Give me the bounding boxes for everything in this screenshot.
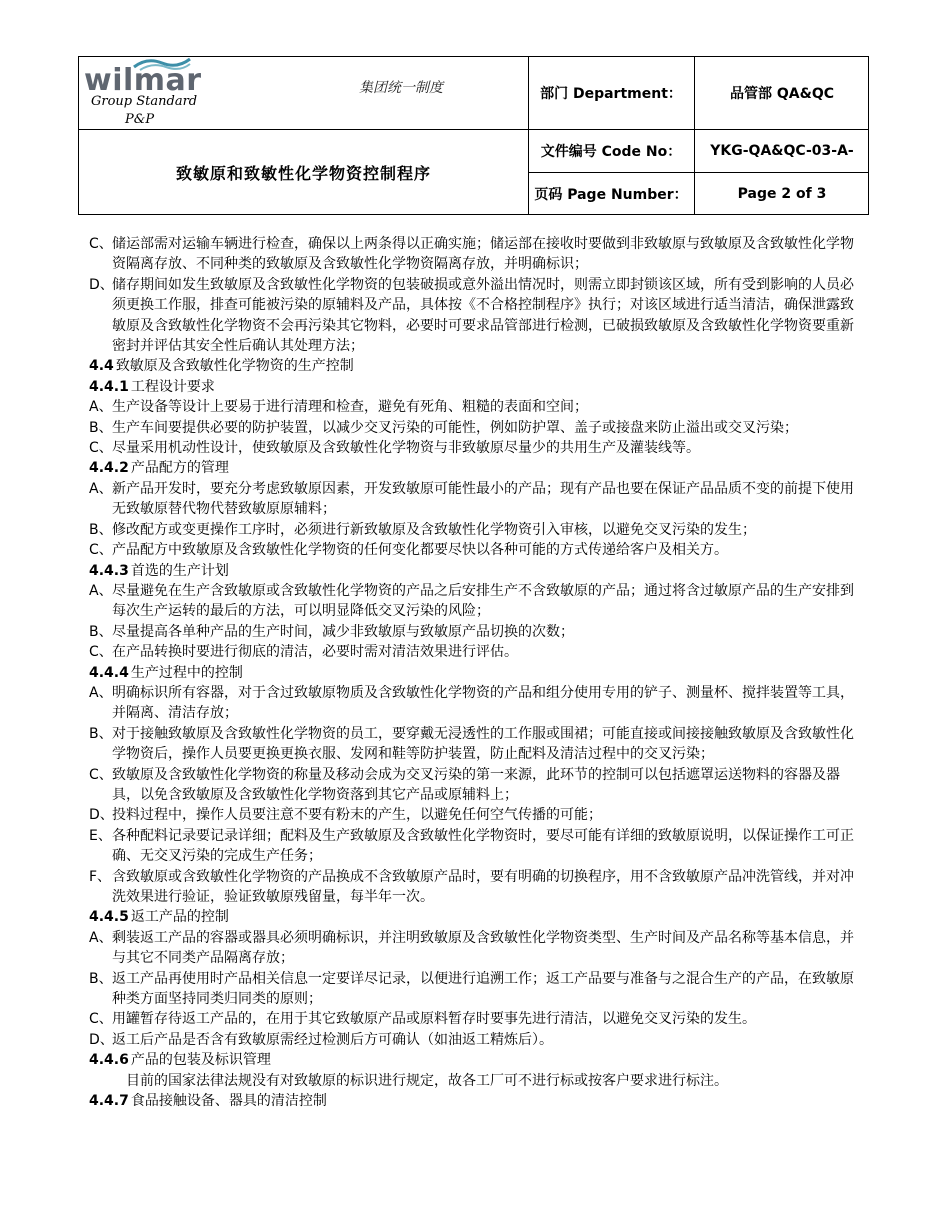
document-body (89, 234, 859, 1111)
section-title: 食品接触设备、器具的清洁控制 (130, 1093, 327, 1110)
header-divider (694, 57, 695, 214)
list-marker: A、 (89, 582, 113, 599)
header-divider (528, 57, 529, 214)
list-item (89, 805, 859, 825)
section-heading (89, 907, 859, 927)
list-item (89, 1030, 859, 1050)
list-marker: B、 (89, 725, 113, 742)
section-title: 生产过程中的控制 (130, 664, 243, 681)
group-standard-label: Group Standard (91, 94, 198, 109)
list-item (89, 622, 859, 642)
section-heading (89, 377, 859, 397)
list-marker: F、 (89, 868, 112, 885)
list-item (89, 438, 859, 458)
list-item-text: 产品配方中致敏原及含致敏性化学物资的任何变化都要尽快以各种可能的方式传递给客户及相关方。 (112, 542, 728, 559)
section-title: 产品配方的管理 (130, 460, 229, 477)
list-item (89, 479, 859, 520)
list-item-text: 储存期间如发生致敏原及含致敏性化学物资的包装破损或意外溢出情况时，则需立即封锁该区域，所有受到影响的人员必须更换工作服，排查可能被污染的原辅料及产品，具体按《不合格控制程序》执行；对该区域进行适当清洁，确保泄露致敏原及含致敏性化学物资不会再污染其它物料，必要时可要求品管部进行检测，已破损致敏原及含致敏性化学物资要重新密封并评估其安全性后确认其处理方法； (112, 276, 854, 355)
section-title: 工程设计要求 (130, 378, 215, 395)
document-header (78, 56, 869, 215)
list-marker: A、 (89, 929, 113, 946)
list-item (89, 724, 859, 765)
section-title: 首选的生产计划 (130, 562, 229, 579)
list-item-text: 尽量避免在生产含致敏原或含致敏性化学物资的产品之后安排生产不含致敏原的产品；通过将含过敏原产品的生产安排到每次生产运转的最后的方法，可以明显降低交叉污染的风险； (112, 582, 854, 620)
list-item-text: 生产设备等设计上要易于进行清理和检查，避免有死角、粗糙的表面和空间； (112, 399, 588, 416)
list-marker: D、 (89, 1031, 114, 1048)
list-marker: D、 (89, 807, 114, 824)
section-number: 4.4 (89, 358, 114, 375)
section-heading (89, 663, 859, 683)
paragraph: 目前的国家法律法规没有对致敏原的标识进行规定，故各工厂可不进行标或按客户要求进行标注。 (126, 1072, 728, 1089)
list-item (89, 581, 859, 622)
logo-area (79, 57, 528, 129)
list-marker: C、 (89, 1011, 113, 1028)
code-value: YKG-QA&QC-03-A- (710, 142, 854, 159)
list-marker: C、 (89, 766, 113, 783)
list-item-text: 尽量提高各单种产品的生产时间，减少非致敏原与致敏原产品切换的次数； (112, 623, 574, 640)
unified-system-label: 集团统一制度 (359, 80, 443, 96)
list-item-text: 生产车间要提供必要的防护装置，以减少交叉污染的可能性，例如防护罩、盖子或接盘来防止溢出或交叉污染； (112, 419, 798, 436)
section-number: 4.4.4 (89, 664, 129, 681)
list-item-text: 返工后产品是否含有致敏原需经过检测后方可确认（如油返工精炼后）。 (112, 1031, 553, 1048)
header-divider (528, 172, 868, 173)
list-item-text: 在产品转换时要进行彻底的清洁，必要时需对清洁效果进行评估。 (112, 644, 518, 661)
list-marker: E、 (89, 827, 112, 844)
section-number: 4.4.7 (89, 1093, 129, 1110)
list-marker: B、 (89, 419, 113, 436)
section-title: 致敏原及含致敏性化学物资的生产控制 (115, 358, 354, 375)
list-item-text: 对于接触致敏原及含致敏性化学物资的员工，要穿戴无浸透性的工作服或围裙；可能直接或间接接触致敏原及含致敏性化学物资后，操作人员要更换更换衣服、发网和鞋等防护装置，防止配料及清洁过程中的交叉污染； (112, 725, 854, 763)
list-marker: B、 (89, 623, 113, 640)
list-item-text: 返工产品再使用时产品相关信息一定要详尽记录，以便进行追溯工作；返工产品要与准备与之混合生产的产品，在致敏原种类方面坚持同类归同类的原则； (112, 970, 854, 1008)
list-item (89, 540, 859, 560)
list-marker: C、 (89, 236, 113, 252)
list-item-text: 储运部需对运输车辆进行检查，确保以上两条得以正确实施；储运部在接收时要做到非致敏原与致敏原及含致敏性化学物资隔离存放、不同种类的致敏原及含致敏性化学物资隔离存放，并明确标识； (112, 236, 854, 273)
list-item-text: 尽量采用机动性设计，使致敏原及含致敏性化学物资与非致敏原尽量少的共用生产及灌装线等。 (112, 440, 700, 457)
list-item (89, 928, 859, 969)
list-marker: C、 (89, 644, 113, 661)
department-value: 品管部 QA&QC (730, 86, 834, 102)
list-marker: B、 (89, 970, 113, 987)
list-item-text: 修改配方或变更操作工序时，必须进行新致敏原及含致敏性化学物资引入审核，以避免交叉污染的发生； (112, 521, 756, 538)
list-item-text: 致敏原及含致敏性化学物资的称量及移动会成为交叉污染的第一来源，此环节的控制可以包括遮罩运送物料的容器及器具，以免含致敏原及含致敏性化学物资落到其它产品或原辅料上； (112, 766, 840, 803)
list-item (89, 418, 859, 438)
list-item (89, 397, 859, 417)
section-heading (89, 356, 859, 376)
section-title: 返工产品的控制 (130, 909, 229, 926)
list-marker: A、 (89, 684, 113, 701)
list-item (89, 520, 859, 540)
list-marker: A、 (89, 480, 113, 497)
document-title: 致敏原和致敏性化学物资控制程序 (175, 164, 431, 183)
section-heading (89, 458, 859, 478)
list-marker: C、 (89, 542, 113, 559)
list-item-text: 剩装返工产品的容器或器具必须明确标识，并注明致敏原及含致敏性化学物资类型、生产时间及产品名称等基本信息，并与其它不同类产品隔离存放； (112, 929, 854, 967)
section-heading (89, 1050, 859, 1070)
section-title: 产品的包装及标识管理 (130, 1052, 271, 1069)
list-item-text: 用罐暂存待返工产品的，在用于其它致敏原产品或原料暂存时要事先进行清洁，以避免交叉污染的发生。 (112, 1011, 756, 1028)
list-item-text: 明确标识所有容器，对于含过致敏原物质及含致敏性化学物资的产品和组分使用专用的铲子、测量杯、搅拌装置等工具，并隔离、清洁存放； (112, 684, 854, 722)
list-item (89, 1009, 859, 1029)
list-marker: D、 (89, 276, 114, 293)
list-marker: B、 (89, 521, 113, 538)
list-marker: A、 (89, 399, 113, 416)
section-number: 4.4.1 (89, 378, 129, 395)
company-logo: wilmar (84, 63, 202, 98)
list-item-text: 各种配料记录要记录详细；配料及生产致敏原及含致敏性化学物资时，要尽可能有详细的致敏原说明，以保证操作工可正确、无交叉污染的完成生产任务； (112, 827, 854, 865)
list-item (89, 765, 859, 806)
list-item-text: 含致敏原或含致敏性化学物资的产品换成不含致敏原产品时，要有明确的切换程序，用不含致敏原产品冲洗管线，并对冲洗效果进行验证，验证致敏原残留量，每半年一次。 (112, 868, 854, 905)
list-item (89, 275, 859, 357)
pp-label: P&P (125, 112, 155, 127)
page-number-label: 页码 Page Number： (534, 187, 688, 203)
code-label: 文件编号 Code No： (540, 143, 682, 160)
section-heading (89, 561, 859, 581)
list-item (89, 826, 859, 867)
section-number: 4.4.3 (89, 562, 129, 579)
list-item (89, 683, 859, 724)
list-item (89, 969, 859, 1010)
list-item (89, 642, 859, 662)
page-number-value: Page 2 of 3 (737, 186, 827, 202)
list-marker: C、 (89, 440, 113, 457)
section-heading (89, 1091, 859, 1111)
list-item (89, 867, 859, 908)
section-number: 4.4.5 (89, 909, 129, 926)
list-item-text: 新产品开发时，要充分考虑致敏原因素，开发致敏原可能性最小的产品；现有产品也要在保证产品品质不变的前提下使用无致敏原替代物代替致敏原原辅料； (112, 480, 854, 518)
list-item (89, 234, 859, 275)
list-item-text: 投料过程中，操作人员要注意不要有粉末的产生，以避免任何空气传播的可能； (112, 807, 602, 824)
section-number: 4.4.2 (89, 460, 129, 477)
section-number: 4.4.6 (89, 1052, 129, 1069)
header-divider (79, 129, 868, 130)
department-label: 部门 Department： (540, 86, 682, 102)
